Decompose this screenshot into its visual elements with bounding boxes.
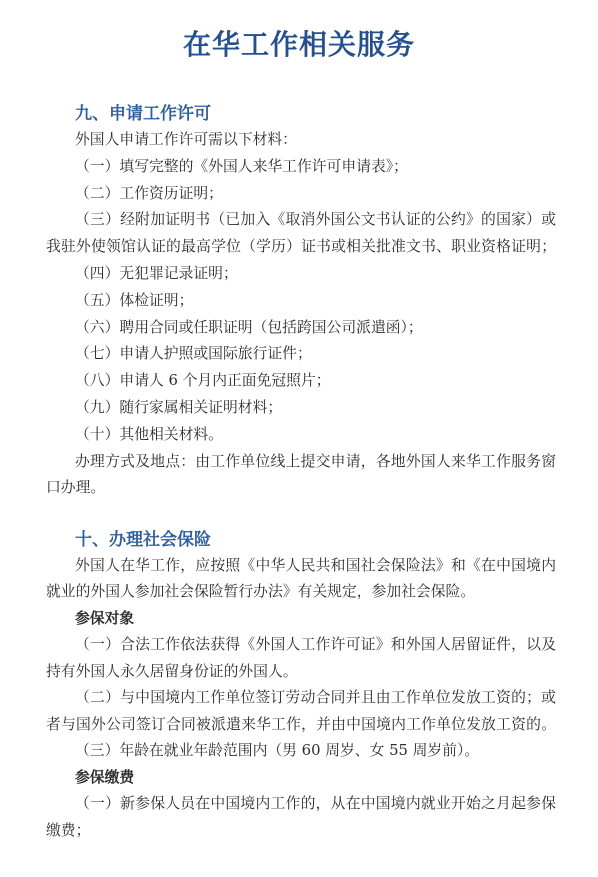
text-line: （六）聘用合同或任职证明（包括跨国公司派遣函）； [75,318,423,336]
text-line: 口办理。 [46,479,106,497]
text-line: 办理方式及地点：由工作单位线上提交申请，各地外国人来华工作服务窗 [75,452,556,470]
text-line: （七）申请人护照或国际旅行证件； [75,345,312,363]
list-item [46,368,556,395]
text-line: 就业的外国人参加社会保险暂行办法》有关规定，参加社会保险。 [46,583,476,600]
list-item [46,315,556,342]
text-line: （八）申请人 6 个月内正面免冠照片； [75,372,331,390]
text-line: （三）经附加证明书（已加入《取消外国公文书认证的公约》的国家）或 [75,211,556,229]
text-line: 缴费； [46,821,91,839]
sub-heading-insured-subjects: 参保对象 [75,609,135,627]
list-item [46,154,556,181]
list-item [46,395,556,422]
list-item [46,207,556,261]
section-work-permit [46,102,556,502]
text-line: （五）体检证明； [75,291,194,309]
list-item [46,738,556,765]
text-line: （一）填写完整的《外国人来华工作许可申请表》； [75,157,408,175]
list-item [46,422,556,449]
text-line: 外国人申请工作许可需以下材料： [75,131,297,148]
section-social-insurance [46,528,556,845]
sub-heading-contributions: 参保缴费 [75,768,135,786]
text-line: （二）工作资历证明； [75,184,223,202]
text-line: （九）随行家属相关证明材料； [75,398,283,416]
text-line: 者与国外公司签订合同被派遣来华工作，并由中国境内工作单位发放工资的。 [46,715,556,733]
text-line: （一）合法工作依法获得《外国人工作许可证》和外国人居留证件，以及 [75,636,556,653]
list-item [46,181,556,208]
intro-paragraph [46,127,556,154]
text-line: 我驻外使领馆认证的最高学位（学历）证书或相关批准文书、职业资格证明； [46,238,556,256]
section-heading: 十、办理社会保险 [75,529,211,550]
list-item [46,791,556,844]
page-title: 在华工作相关服务 [182,28,415,61]
text-line: 外国人在华工作，应按照《中华人民共和国社会保险法》和《在中国境内 [75,556,556,574]
process-paragraph [46,449,556,503]
section-heading: 九、申请工作许可 [75,104,211,124]
list-item [46,341,556,368]
list-item [46,288,556,315]
list-item [46,632,556,685]
text-line: （二）与中国境内工作单位签订劳动合同并且由工作单位发放工资的；或 [75,689,556,706]
intro-paragraph [46,553,556,606]
text-line: 持有外国人永久居留身份证的外国人。 [46,662,298,680]
text-line: （十）其他相关材料。 [75,425,223,443]
list-item [46,685,556,738]
text-line: （四）无犯罪记录证明； [75,264,238,282]
text-line: （三）年龄在就业年龄范围内（男 60 周岁、女 55 周岁前）。 [75,742,480,759]
list-item [46,261,556,288]
text-line: （一）新参保人员在中国境内工作的，从在中国境内就业开始之月起参保 [75,795,556,812]
